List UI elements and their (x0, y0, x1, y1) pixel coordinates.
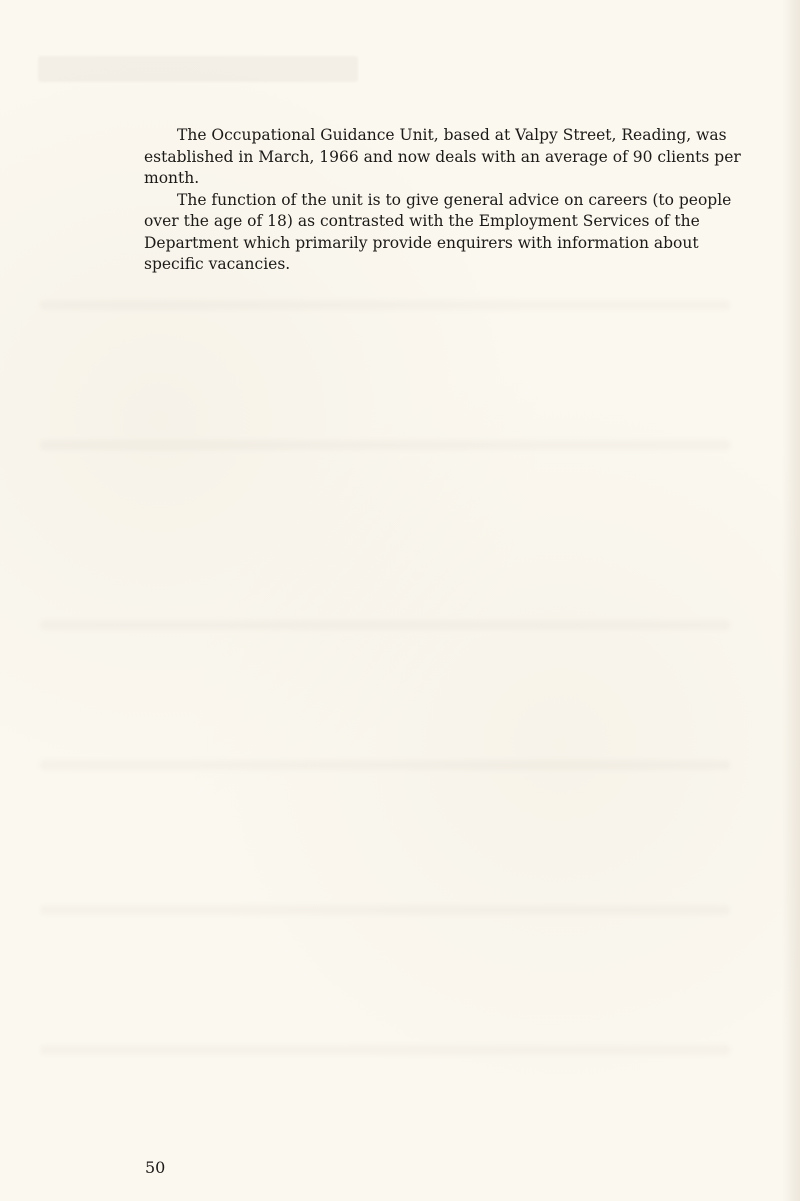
page-number: 50 (145, 1158, 166, 1177)
page-edge-shadow (782, 0, 800, 1201)
document-body (144, 125, 754, 276)
paragraph-occupational-guidance-unit: The Occupational Guidance Unit, based at Valpy Street, Reading, was established in March, 1966 and now deals with an average of 90 clients per month. (144, 126, 741, 187)
show-through-band (40, 300, 730, 310)
show-through-heading (38, 56, 358, 82)
show-through-band (40, 440, 730, 450)
show-through-band (40, 905, 730, 915)
paragraph-unit-function: The function of the unit is to give general advice on careers (to people over the age of 18) as contrasted with the Employment Services of the Department which primarily provide enquirers with information about specific vacancies. (144, 190, 732, 273)
show-through-band (40, 620, 730, 630)
show-through-band (40, 1045, 730, 1055)
show-through-band (40, 760, 730, 770)
